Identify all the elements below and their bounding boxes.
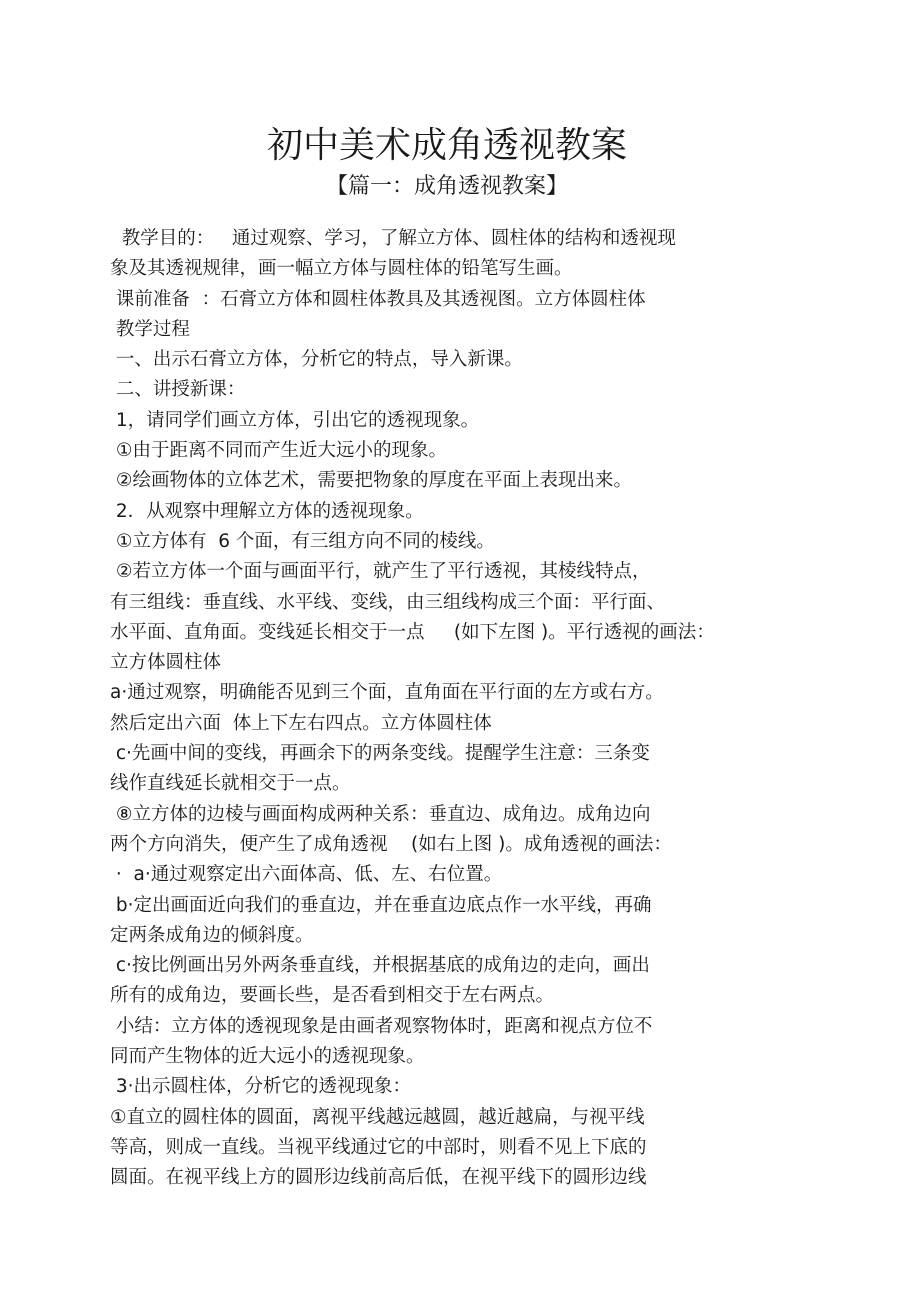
text-line: a·通过观察，明确能否见到三个面，直角面在平行面的左方或右方。 xyxy=(110,682,664,704)
text-line: 水平面、直角面。变线延长相交于一点 (如下左图 )。平行透视的画法： xyxy=(110,621,715,643)
text-line: 1，请同学们画立方体，引出它的透视现象。 xyxy=(110,409,480,431)
document-body xyxy=(110,224,830,1194)
text-line: 立方体圆柱体 xyxy=(110,652,222,674)
text-line: ①立方体有 6 个面，有三组方向不同的棱线。 xyxy=(110,530,495,552)
text-line: ①直立的圆柱体的圆面，离视平线越远越圆，越近越扁，与视平线 xyxy=(110,1106,645,1128)
text-line: b·定出画面近向我们的垂直边，并在垂直边底点作一水平线，再确 xyxy=(110,894,652,916)
text-line: 线作直线延长就相交于一点。 xyxy=(110,773,351,795)
text-line: 所有的成角边，要画长些，是否看到相交于左右两点。 xyxy=(110,985,555,1007)
text-line: 两个方向消失，便产生了成角透视 (如右上图 )。成角透视的画法： xyxy=(110,833,672,855)
text-line: ②若立方体一个面与画面平行，就产生了平行透视，其棱线特点， xyxy=(110,561,651,583)
document-subtitle: 【篇一：成角透视教案】 xyxy=(325,174,568,199)
text-line: 教学过程 xyxy=(110,318,190,340)
text-line: 一、出示石膏立方体，分析它的特点，导入新课。 xyxy=(110,349,523,371)
text-line: · a·通过观察定出六面体高、低、左、右位置。 xyxy=(110,864,503,886)
document-title: 初中美术成角透视教案 xyxy=(266,125,627,166)
text-line: 同而产生物体的近大远小的透视现象。 xyxy=(110,1046,425,1068)
text-line: c·先画中间的变线，再画余下的两条变线。提醒学生注意：三条变 xyxy=(110,743,650,765)
text-line: 圆面。在视平线上方的圆形边线前高后低，在视平线下的圆形边线 xyxy=(110,1167,647,1189)
text-line: 等高，则成一直线。当视平线通过它的中部时，则看不见上下底的 xyxy=(110,1136,647,1158)
text-line: c·按比例画出另外两条垂直线，并根据基底的成角边的走向，画出 xyxy=(110,955,650,977)
text-line: 象及其透视规律，画一幅立方体与圆柱体的铅笔写生画。 xyxy=(110,258,573,280)
text-line: 课前准备 ：石膏立方体和圆柱体教具及其透视图。立方体圆柱体 xyxy=(110,288,646,310)
text-line: ⑧立方体的边棱与画面构成两种关系：垂直边、成角边。成角边向 xyxy=(110,803,651,825)
text-line: 有三组线：垂直线、水平线、变线，由三组线构成三个面：平行面、 xyxy=(110,591,666,613)
text-line: 3·出示圆柱体，分析它的透视现象： xyxy=(110,1076,412,1098)
text-line: 教学目的： 通过观察、学习，了解立方体、圆柱体的结构和透视现 xyxy=(110,228,676,249)
text-line: 然后定出六面 体上下左右四点。立方体圆柱体 xyxy=(110,712,492,734)
text-line: 定两条成角边的倾斜度。 xyxy=(110,924,314,946)
text-line: ①由于距离不同而产生近大远小的现象。 xyxy=(110,440,447,462)
text-line: 小结：立方体的透视现象是由画者观察物体时，距离和视点方位不 xyxy=(110,1015,653,1037)
text-line: 2．从观察中理解立方体的透视现象。 xyxy=(110,500,424,522)
text-line: ②绘画物体的立体艺术，需要把物象的厚度在平面上表现出来。 xyxy=(110,470,632,492)
text-line: 二、讲授新课： xyxy=(110,379,246,401)
